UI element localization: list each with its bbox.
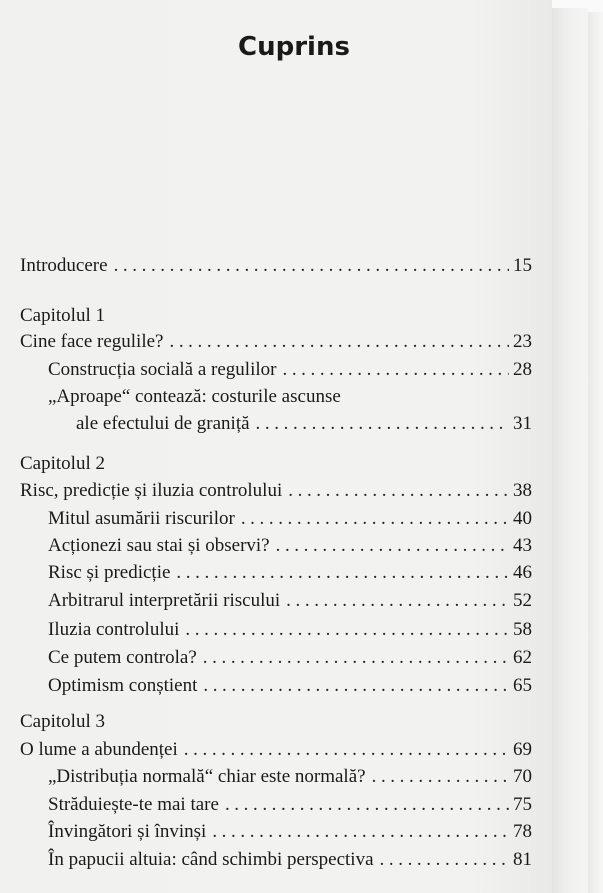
entry-label: Arbitrarul interpretării riscului: [48, 590, 281, 611]
page-number: 62: [513, 647, 532, 668]
entry-label: Învingători și învinși: [48, 821, 207, 842]
page-edges-outer: [588, 12, 603, 893]
dot-leader: [256, 411, 509, 437]
entry-label: Mitul asumării riscurilor: [48, 508, 235, 529]
toc-entry-introducere[interactable]: [20, 253, 532, 279]
dot-leader: [372, 764, 509, 790]
page-number: 28: [513, 359, 532, 380]
page-number: 78: [513, 821, 532, 842]
toc-entry[interactable]: [48, 533, 532, 559]
page-number: 70: [513, 766, 532, 787]
toc-entry[interactable]: [20, 329, 532, 355]
dot-leader: [184, 737, 509, 763]
toc-entry[interactable]: [48, 673, 532, 699]
chapter-heading: Capitolul 1: [20, 305, 105, 326]
dot-leader: [282, 357, 509, 383]
page-number: 58: [513, 619, 532, 640]
page-edges: [552, 8, 588, 893]
page-number: 15: [513, 255, 532, 276]
page-number: 81: [513, 849, 532, 870]
toc-entry[interactable]: [20, 737, 532, 763]
chapter-heading: Capitolul 2: [20, 453, 105, 474]
dot-leader: [225, 792, 509, 818]
dot-leader: [203, 645, 509, 671]
dot-leader: [176, 560, 509, 586]
entry-label: Introducere: [20, 255, 108, 276]
toc-entry[interactable]: [48, 588, 532, 614]
page-number: 75: [513, 794, 532, 815]
entry-label: Optimism conștient: [48, 675, 198, 696]
entry-label: Străduiește-te mai tare: [48, 794, 219, 815]
toc-entry[interactable]: [48, 792, 532, 818]
page-title: Cuprins: [238, 32, 350, 62]
entry-label: Risc și predicție: [48, 562, 171, 583]
entry-label: Construcția socială a regulilor: [48, 359, 277, 380]
entry-label: Iluzia controlului: [48, 619, 180, 640]
page-number: 40: [513, 508, 532, 529]
toc-entry[interactable]: [48, 617, 532, 643]
entry-label-line1[interactable]: „Aproape“ contează: costurile ascunse: [48, 386, 341, 407]
dot-leader: [241, 506, 509, 532]
toc-entry[interactable]: [48, 357, 532, 383]
entry-label: Acționezi sau stai și observi?: [48, 535, 270, 556]
page-number: 46: [513, 562, 532, 583]
entry-label: Risc, predicție și iluzia controlului: [20, 480, 283, 501]
page-number: 65: [513, 675, 532, 696]
toc-entry[interactable]: [48, 819, 532, 845]
dot-leader: [288, 478, 509, 504]
page-number: 52: [513, 590, 532, 611]
dot-leader: [114, 253, 509, 279]
entry-label: În papucii altuia: când schimbi perspectiva: [48, 849, 374, 870]
toc-entry[interactable]: [48, 645, 532, 671]
toc-entry[interactable]: [76, 411, 532, 437]
dot-leader: [276, 533, 509, 559]
page-number: 31: [513, 413, 532, 434]
entry-label-line2: ale efectului de graniță: [76, 413, 250, 434]
page-number: 38: [513, 480, 532, 501]
entry-label: Cine face regulile?: [20, 331, 164, 352]
dot-leader: [185, 617, 509, 643]
dot-leader: [380, 847, 509, 873]
dot-leader: [212, 819, 509, 845]
page-number: 69: [513, 739, 532, 760]
dot-leader: [169, 329, 509, 355]
entry-label: O lume a abundenței: [20, 739, 178, 760]
page-number: 43: [513, 535, 532, 556]
toc-entry[interactable]: [48, 764, 532, 790]
toc-entry[interactable]: [20, 478, 532, 504]
page-number: 23: [513, 331, 532, 352]
chapter-heading: Capitolul 3: [20, 711, 105, 732]
entry-label: Ce putem controla?: [48, 647, 197, 668]
entry-label: „Distribuția normală“ chiar este normală?: [48, 766, 366, 787]
toc-entry[interactable]: [48, 506, 532, 532]
dot-leader: [286, 588, 509, 614]
dot-leader: [203, 673, 509, 699]
toc-entry[interactable]: [48, 560, 532, 586]
toc-entry[interactable]: [48, 847, 532, 873]
